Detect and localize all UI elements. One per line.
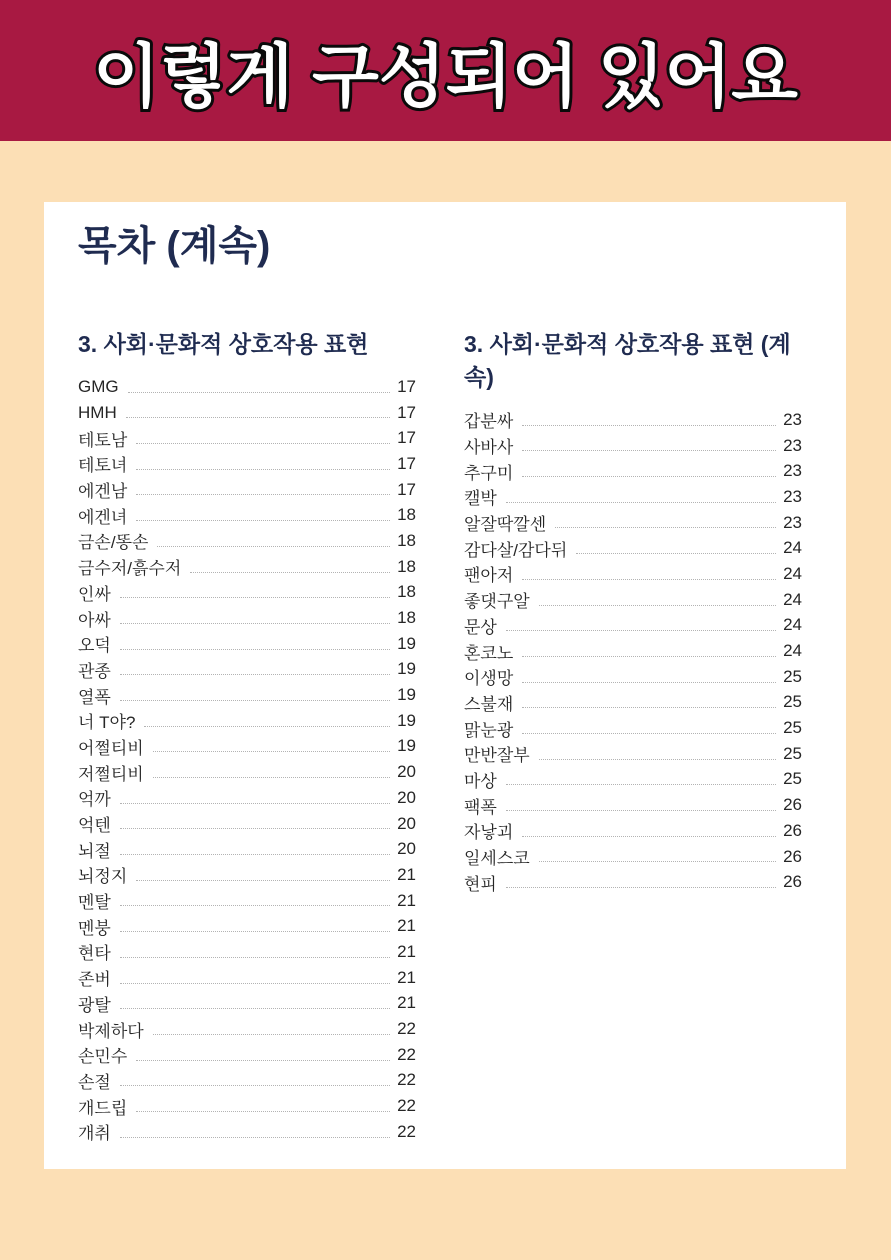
entry-label: 알잘딱깔센 bbox=[464, 515, 547, 535]
dotted-leader bbox=[522, 836, 776, 837]
dotted-leader bbox=[157, 546, 390, 547]
toc-entry[interactable] bbox=[78, 425, 416, 451]
toc-entry[interactable] bbox=[464, 741, 802, 767]
toc-entry[interactable] bbox=[78, 965, 416, 991]
entry-label: GMG bbox=[78, 376, 119, 396]
entry-page-number: 21 bbox=[397, 864, 416, 884]
toc-entry[interactable] bbox=[464, 613, 802, 639]
entry-label: HMH bbox=[78, 402, 117, 422]
dotted-leader bbox=[128, 392, 390, 393]
entry-page-number: 20 bbox=[397, 813, 416, 833]
entry-label: 어쩔티비 bbox=[78, 738, 144, 758]
entry-page-number: 20 bbox=[397, 762, 416, 782]
entry-label: 아싸 bbox=[78, 610, 111, 630]
entry-page-number: 26 bbox=[783, 795, 802, 815]
toc-entry[interactable] bbox=[78, 785, 416, 811]
toc-entry[interactable] bbox=[78, 888, 416, 914]
entry-page-number: 25 bbox=[783, 743, 802, 763]
entry-label: 열폭 bbox=[78, 687, 111, 707]
dotted-leader bbox=[126, 417, 390, 418]
entry-label: 억까 bbox=[78, 790, 111, 810]
entry-label: 만반잘부 bbox=[464, 746, 530, 766]
dotted-leader bbox=[539, 605, 776, 606]
dotted-leader bbox=[522, 476, 776, 477]
entry-label: 인싸 bbox=[78, 584, 111, 604]
dotted-leader bbox=[120, 649, 390, 650]
entry-page-number: 18 bbox=[397, 530, 416, 550]
entry-label: 오덕 bbox=[78, 636, 111, 656]
toc-entry[interactable] bbox=[78, 939, 416, 965]
toc-entry[interactable] bbox=[464, 818, 802, 844]
entry-label: 팬아저 bbox=[464, 566, 514, 586]
page-title: 목차 (계속) bbox=[78, 224, 271, 268]
section-heading: 3. 사회·문화적 상호작용 표현 bbox=[78, 331, 369, 357]
entry-label: 박제하다 bbox=[78, 1021, 144, 1041]
entry-label: 마상 bbox=[464, 771, 497, 791]
entry-page-number: 22 bbox=[397, 1070, 416, 1090]
entry-page-number: 18 bbox=[397, 582, 416, 602]
toc-entry[interactable] bbox=[78, 528, 416, 554]
toc-entry[interactable] bbox=[464, 510, 802, 536]
entry-page-number: 23 bbox=[783, 512, 802, 532]
entry-label: 억텐 bbox=[78, 816, 111, 836]
dotted-leader bbox=[120, 1085, 390, 1086]
dotted-leader bbox=[555, 527, 776, 528]
entry-label: 저쩔티비 bbox=[78, 764, 144, 784]
dotted-leader bbox=[522, 707, 776, 708]
toc-entry[interactable] bbox=[78, 1119, 416, 1145]
entry-page-number: 22 bbox=[397, 1044, 416, 1064]
entry-page-number: 25 bbox=[783, 692, 802, 712]
dotted-leader bbox=[153, 777, 390, 778]
entry-label: 팩폭 bbox=[464, 797, 497, 817]
entry-label: 추구미 bbox=[464, 463, 514, 483]
entry-page-number: 21 bbox=[397, 941, 416, 961]
dotted-leader bbox=[120, 931, 390, 932]
entry-label: 테토남 bbox=[78, 430, 128, 450]
dotted-leader bbox=[136, 1060, 390, 1061]
entry-page-number: 23 bbox=[783, 409, 802, 429]
entry-page-number: 26 bbox=[783, 820, 802, 840]
toc-entry[interactable] bbox=[78, 734, 416, 760]
toc-entry[interactable] bbox=[78, 502, 416, 528]
dotted-leader bbox=[136, 1111, 390, 1112]
toc-entry[interactable] bbox=[78, 862, 416, 888]
entry-label: 에겐남 bbox=[78, 482, 128, 502]
entry-page-number: 24 bbox=[783, 538, 802, 558]
toc-list bbox=[78, 374, 416, 1145]
entry-label: 개취 bbox=[78, 1124, 111, 1144]
toc-entry[interactable] bbox=[78, 400, 416, 426]
entry-label: 감다살/감다뒤 bbox=[464, 540, 568, 560]
dotted-leader bbox=[120, 623, 390, 624]
toc-entry[interactable] bbox=[464, 407, 802, 433]
entry-page-number: 21 bbox=[397, 916, 416, 936]
entry-label: 개드립 bbox=[78, 1098, 128, 1118]
toc-entry[interactable] bbox=[78, 631, 416, 657]
entry-page-number: 25 bbox=[783, 769, 802, 789]
toc-entry[interactable] bbox=[78, 991, 416, 1017]
entry-page-number: 17 bbox=[397, 428, 416, 448]
entry-label: 관종 bbox=[78, 661, 111, 681]
toc-entry[interactable] bbox=[78, 708, 416, 734]
header-banner bbox=[0, 0, 891, 141]
entry-page-number: 19 bbox=[397, 710, 416, 730]
dotted-leader bbox=[120, 957, 390, 958]
entry-page-number: 20 bbox=[397, 839, 416, 859]
entry-page-number: 18 bbox=[397, 556, 416, 576]
dotted-leader bbox=[506, 810, 776, 811]
entry-page-number: 24 bbox=[783, 563, 802, 583]
entry-label: 뇌정지 bbox=[78, 867, 128, 887]
toc-entry[interactable] bbox=[464, 767, 802, 793]
toc-entry[interactable] bbox=[464, 844, 802, 870]
toc-entry[interactable] bbox=[78, 1093, 416, 1119]
section-heading: 3. 사회·문화적 상호작용 표현 (계속) bbox=[464, 331, 791, 390]
toc-entry[interactable] bbox=[464, 458, 802, 484]
entry-label: 일세스코 bbox=[464, 849, 530, 869]
dotted-leader bbox=[153, 751, 390, 752]
page-background bbox=[0, 141, 891, 1260]
toc-entry[interactable] bbox=[464, 484, 802, 510]
entry-label: 혼코노 bbox=[464, 643, 514, 663]
dotted-leader bbox=[120, 983, 390, 984]
entry-page-number: 17 bbox=[397, 402, 416, 422]
entry-label: 에겐녀 bbox=[78, 507, 128, 527]
toc-entry[interactable] bbox=[78, 1068, 416, 1094]
entry-page-number: 21 bbox=[397, 967, 416, 987]
entry-page-number: 19 bbox=[397, 736, 416, 756]
dotted-leader bbox=[136, 469, 390, 470]
toc-entry[interactable] bbox=[78, 1016, 416, 1042]
entry-label: 금수저/흙수저 bbox=[78, 559, 182, 579]
entry-page-number: 18 bbox=[397, 505, 416, 525]
dotted-leader bbox=[120, 828, 390, 829]
toc-entry[interactable] bbox=[78, 554, 416, 580]
entry-page-number: 26 bbox=[783, 872, 802, 892]
dotted-leader bbox=[136, 494, 390, 495]
entry-label: 갑분싸 bbox=[464, 412, 514, 432]
toc-list bbox=[464, 407, 802, 895]
entry-label: 현타 bbox=[78, 944, 111, 964]
entry-page-number: 19 bbox=[397, 659, 416, 679]
entry-label: 광탈 bbox=[78, 995, 111, 1015]
toc-entry[interactable] bbox=[464, 869, 802, 895]
entry-label: 현피 bbox=[464, 874, 497, 894]
entry-label: 자낳괴 bbox=[464, 823, 514, 843]
entry-label: 뇌절 bbox=[78, 841, 111, 861]
toc-entry[interactable] bbox=[78, 811, 416, 837]
entry-label: 멘탈 bbox=[78, 893, 111, 913]
entry-page-number: 22 bbox=[397, 1019, 416, 1039]
toc-columns bbox=[78, 328, 802, 1145]
dotted-leader bbox=[506, 784, 776, 785]
entry-label: 이생망 bbox=[464, 669, 514, 689]
dotted-leader bbox=[120, 597, 390, 598]
dotted-leader bbox=[120, 1137, 390, 1138]
toc-entry[interactable] bbox=[464, 535, 802, 561]
entry-label: 테토녀 bbox=[78, 456, 128, 476]
dotted-leader bbox=[522, 425, 776, 426]
entry-page-number: 26 bbox=[783, 846, 802, 866]
dotted-leader bbox=[522, 450, 776, 451]
entry-page-number: 17 bbox=[397, 479, 416, 499]
dotted-leader bbox=[539, 759, 776, 760]
entry-page-number: 21 bbox=[397, 993, 416, 1013]
dotted-leader bbox=[120, 700, 390, 701]
toc-entry[interactable] bbox=[78, 759, 416, 785]
toc-entry[interactable] bbox=[78, 451, 416, 477]
toc-entry[interactable] bbox=[78, 913, 416, 939]
dotted-leader bbox=[576, 553, 776, 554]
entry-page-number: 22 bbox=[397, 1096, 416, 1116]
entry-label: 손절 bbox=[78, 1072, 111, 1092]
toc-column bbox=[464, 328, 802, 1145]
dotted-leader bbox=[136, 443, 390, 444]
toc-entry[interactable] bbox=[78, 580, 416, 606]
toc-entry[interactable] bbox=[464, 638, 802, 664]
toc-entry[interactable] bbox=[78, 374, 416, 400]
banner-title: 이렇게 구성되어 있어요 bbox=[93, 38, 798, 115]
entry-page-number: 18 bbox=[397, 608, 416, 628]
toc-card bbox=[44, 202, 846, 1169]
entry-label: 캘박 bbox=[464, 489, 497, 509]
toc-entry[interactable] bbox=[78, 605, 416, 631]
entry-label: 손민수 bbox=[78, 1047, 128, 1067]
dotted-leader bbox=[539, 861, 776, 862]
entry-label: 멘붕 bbox=[78, 918, 111, 938]
toc-entry[interactable] bbox=[464, 433, 802, 459]
dotted-leader bbox=[522, 733, 776, 734]
entry-page-number: 24 bbox=[783, 641, 802, 661]
toc-entry[interactable] bbox=[464, 561, 802, 587]
entry-page-number: 21 bbox=[397, 890, 416, 910]
entry-page-number: 23 bbox=[783, 435, 802, 455]
dotted-leader bbox=[120, 905, 390, 906]
entry-page-number: 17 bbox=[397, 453, 416, 473]
dotted-leader bbox=[136, 520, 390, 521]
entry-label: 스불재 bbox=[464, 694, 514, 714]
dotted-leader bbox=[120, 803, 390, 804]
dotted-leader bbox=[144, 726, 390, 727]
entry-page-number: 25 bbox=[783, 666, 802, 686]
entry-page-number: 20 bbox=[397, 787, 416, 807]
dotted-leader bbox=[120, 1008, 390, 1009]
dotted-leader bbox=[136, 880, 390, 881]
toc-entry[interactable] bbox=[78, 657, 416, 683]
toc-entry[interactable] bbox=[464, 664, 802, 690]
entry-page-number: 19 bbox=[397, 685, 416, 705]
entry-label: 좋댓구알 bbox=[464, 592, 530, 612]
dotted-leader bbox=[506, 630, 776, 631]
entry-page-number: 17 bbox=[397, 376, 416, 396]
toc-entry[interactable] bbox=[78, 477, 416, 503]
entry-page-number: 24 bbox=[783, 615, 802, 635]
entry-page-number: 23 bbox=[783, 486, 802, 506]
dotted-leader bbox=[522, 579, 776, 580]
entry-label: 존버 bbox=[78, 970, 111, 990]
entry-page-number: 22 bbox=[397, 1121, 416, 1141]
entry-page-number: 23 bbox=[783, 461, 802, 481]
dotted-leader bbox=[522, 682, 776, 683]
toc-entry[interactable] bbox=[464, 587, 802, 613]
entry-page-number: 25 bbox=[783, 718, 802, 738]
entry-page-number: 19 bbox=[397, 633, 416, 653]
dotted-leader bbox=[120, 854, 390, 855]
toc-entry[interactable] bbox=[464, 792, 802, 818]
entry-label: 맑눈광 bbox=[464, 720, 514, 740]
toc-column bbox=[78, 328, 416, 1145]
toc-entry[interactable] bbox=[78, 682, 416, 708]
entry-page-number: 24 bbox=[783, 589, 802, 609]
dotted-leader bbox=[120, 674, 390, 675]
entry-label: 사바사 bbox=[464, 438, 514, 458]
toc-entry[interactable] bbox=[464, 690, 802, 716]
dotted-leader bbox=[190, 572, 390, 573]
entry-label: 문상 bbox=[464, 617, 497, 637]
dotted-leader bbox=[506, 887, 776, 888]
entry-label: 금손/똥손 bbox=[78, 533, 149, 553]
dotted-leader bbox=[522, 656, 776, 657]
dotted-leader bbox=[153, 1034, 390, 1035]
toc-entry[interactable] bbox=[464, 715, 802, 741]
toc-entry[interactable] bbox=[78, 836, 416, 862]
toc-entry[interactable] bbox=[78, 1042, 416, 1068]
entry-label: 너 T야? bbox=[78, 713, 136, 733]
dotted-leader bbox=[506, 502, 776, 503]
